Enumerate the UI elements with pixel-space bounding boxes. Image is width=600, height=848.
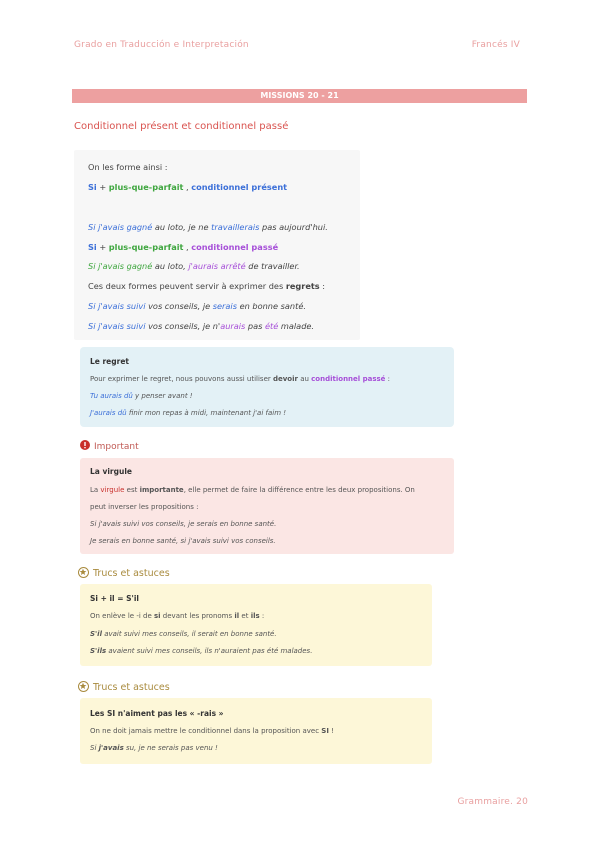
ex3-c: serais [212, 301, 237, 311]
tip2-example [90, 744, 218, 752]
ex2-c: j'aurais arrêté [188, 261, 246, 271]
tip1-ex1-b: avait suivi mes conseils, il serait en bonne santé. [101, 630, 277, 638]
tip1-t-e: et [239, 612, 251, 620]
intro-forme: On les forme ainsi : [88, 162, 168, 172]
ex4-f: malade. [278, 321, 315, 331]
ex4-b: vos conseils, je n' [145, 321, 221, 331]
example-3 [88, 301, 306, 311]
ex1-c: travaillerais [211, 222, 260, 232]
example-4 [88, 321, 314, 331]
regret-ex2-a: J' [90, 409, 94, 417]
tip1-ex1-a: S'il [90, 630, 102, 638]
important-heading [80, 440, 139, 452]
f1-comma: , [183, 182, 192, 192]
tip2-ex-a: Si [90, 744, 99, 752]
tip1-t-a: On enlève le -i de [90, 612, 154, 620]
regret-example-2 [90, 409, 286, 417]
regrets-a: Ces deux formes peuvent servir à exprimer des [88, 281, 286, 291]
section-title: Conditionnel présent et conditionnel passé [74, 121, 289, 132]
regret-ex1-b: aurais dû [100, 392, 133, 400]
tip2-t-b: SI [321, 727, 329, 735]
tip2-t-a: On ne doit jamais mettre le conditionnel dans la proposition avec [90, 727, 322, 735]
f2-si: Si [88, 242, 97, 252]
star-icon [78, 681, 89, 692]
tip1-t-g: : [259, 612, 265, 620]
banner-label: MISSIONS 20 - 21 [256, 91, 342, 100]
f2-cond: conditionnel passé [191, 242, 279, 252]
regret-ex1-c: y penser avant ! [132, 392, 193, 400]
regret-example-1 [90, 392, 193, 400]
virgule-example-2: Je serais en bonne santé, si j'avais suivi vos conseils. [90, 537, 276, 545]
page-footer: Grammaire. 20 [457, 797, 528, 807]
virgule-example-1: Si j'avais suivi vos conseils, je serais en bonne santé. [90, 520, 277, 528]
virgule-text-2: peut inverser les propositions : [90, 503, 199, 511]
star-icon [78, 567, 89, 578]
tip1-label: Trucs et astuces [93, 568, 170, 579]
ex2-d: de travailler. [245, 261, 300, 271]
f1-pqp: plus-que-parfait [108, 182, 184, 192]
tip2-ex-b: j'avais [98, 744, 124, 752]
tip1-t-d: il [234, 612, 240, 620]
virgule-t1-e: , elle permet de faire la différence entre les deux propositions. On [183, 486, 415, 494]
course-title: Grado en Traducción e Interpretación [74, 40, 249, 50]
regret-text-d: conditionnel passé [311, 375, 386, 383]
tip1-example-1 [90, 630, 277, 638]
virgule-t1-b: virgule [100, 486, 125, 494]
tip1-t-f: ils [250, 612, 260, 620]
tip1-heading [78, 567, 170, 579]
tip1-example-2 [90, 647, 312, 655]
regret-title: Le regret [90, 357, 130, 366]
f1-plus: + [96, 182, 109, 192]
f2-pqp: plus-que-parfait [108, 242, 184, 252]
f1-si: Si [88, 182, 97, 192]
regret-text-b: devoir [272, 375, 298, 383]
f2-plus: + [96, 242, 109, 252]
tip1-title: Si + il = S'il [90, 594, 139, 603]
formula-1 [88, 182, 287, 192]
ex1-a: Si j'avais gagné [88, 222, 153, 232]
f1-cond: conditionnel présent [191, 182, 288, 192]
regret-text [90, 375, 390, 383]
virgule-title: La virgule [90, 467, 132, 476]
tip1-ex2-a: S'ils [90, 647, 107, 655]
regret-text-c: au [297, 375, 312, 383]
regret-text-e: : [385, 375, 391, 383]
ex3-d: en bonne santé. [236, 301, 306, 311]
ex4-a: Si j'avais suivi [88, 321, 146, 331]
virgule-t1-a: La [90, 486, 101, 494]
regret-ex2-c: finir mon repas à midi, maintenant j'ai faim ! [126, 409, 287, 417]
tip2-ex-c: su, je ne serais pas venu ! [123, 744, 218, 752]
ex2-a: Si j'avais gagné [88, 261, 153, 271]
regrets-line [88, 281, 325, 291]
virgule-text-1 [90, 486, 415, 494]
f2-comma: , [183, 242, 192, 252]
ex1-b: au loto, je ne [152, 222, 212, 232]
important-label: Important [94, 442, 139, 452]
ex4-d: pas [245, 321, 266, 331]
tip2-text [90, 727, 334, 735]
ex3-a: Si j'avais suivi [88, 301, 146, 311]
regrets-c: : [319, 281, 326, 291]
ex3-b: vos conseils, je [145, 301, 213, 311]
regrets-b: regrets [285, 281, 320, 291]
ex4-e: été [265, 321, 279, 331]
ex1-d: pas aujourd'hui. [259, 222, 328, 232]
tip1-text [90, 612, 264, 620]
section-banner [72, 89, 527, 103]
regret-ex1-a: Tu [90, 392, 101, 400]
tip1-t-c: devant les pronoms [160, 612, 235, 620]
virgule-t1-d: importante [139, 486, 184, 494]
tip2-heading [78, 681, 170, 693]
tip1-t-b: si [154, 612, 161, 620]
regret-text-a: Pour exprimer le regret, nous pouvons aussi utiliser [90, 375, 273, 383]
tip2-label: Trucs et astuces [93, 682, 170, 693]
tip1-ex2-b: avaient suivi mes conseils, ils n'auraient pas été malades. [106, 647, 313, 655]
exclamation-icon [80, 440, 90, 450]
example-2 [88, 261, 300, 271]
tip2-t-c: ! [328, 727, 334, 735]
tip2-title: Les SI n'aiment pas les « -rais » [90, 709, 224, 718]
regret-ex2-b: aurais dû [94, 409, 127, 417]
subject-title: Francés IV [471, 40, 520, 50]
virgule-t1-c: est [124, 486, 140, 494]
example-1 [88, 222, 328, 232]
ex4-c: aurais [220, 321, 246, 331]
ex2-b: au loto, [152, 261, 189, 271]
formula-2 [88, 242, 278, 252]
